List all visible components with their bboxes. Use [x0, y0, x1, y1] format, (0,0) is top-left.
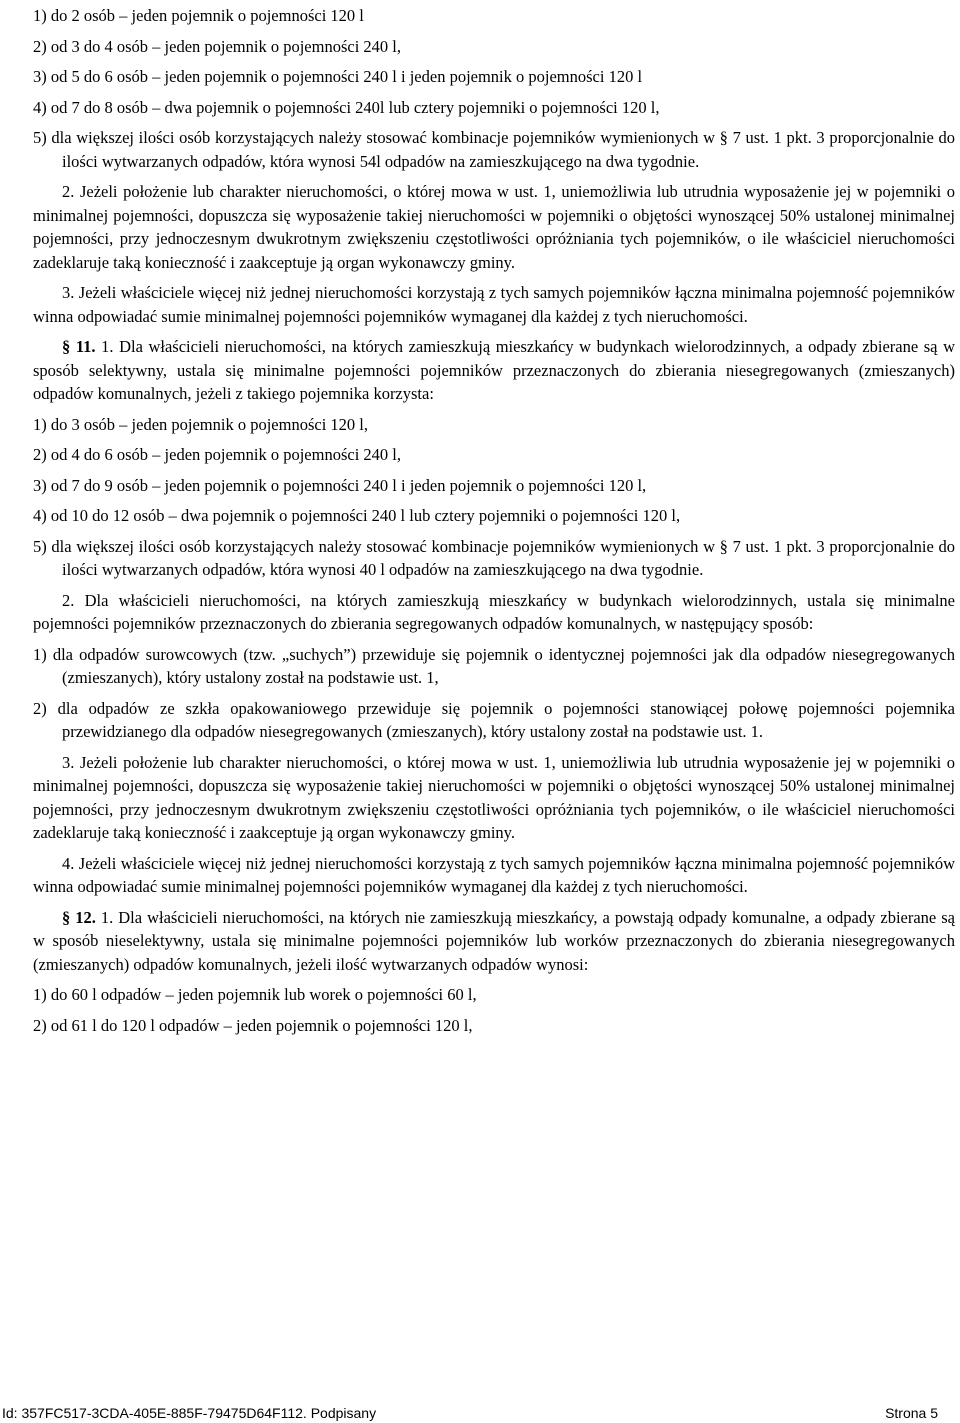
section-12-text: 1. Dla właścicieli nieruchomości, na których nie zamieszkują mieszkańcy, a powstają odpady komunalne, a odpady zbierane są w sposób nieselektywny, ustala się minimalne pojemności pojemników lub worków przeznaczonych do zbierania niesegregowanych (zmieszanych) odpadów komunalnych, jeżeli ilość wytwarzanych odpadów wynosi: — [33, 907, 955, 974]
section-11-paragraph — [33, 335, 955, 406]
paragraph: 4. Jeżeli właściciele więcej niż jednej nieruchomości korzystają z tych samych pojemników łączna minimalna pojemność pojemników winna odpowiadać sumie minimalnej pojemności pojemników wymaganej dla każdej z tych nieruchomości. — [33, 853, 955, 896]
section-12-label: § 12. — [62, 907, 96, 927]
list-item: 4) od 7 do 8 osób – dwa pojemnik o pojemności 240l lub cztery pojemniki o pojemności 120 l, — [33, 97, 660, 117]
list-item: 1) do 3 osób – jeden pojemnik o pojemności 120 l, — [33, 414, 369, 434]
section-12-paragraph — [33, 906, 955, 977]
document-body — [33, 4, 955, 1044]
list-item: 5) dla większej ilości osób korzystających należy stosować kombinacje pojemników wymienionych w § 7 ust. 1 pkt. 3 proporcjonalnie do ilości wytwarzanych odpadów, która wynosi 54l odpadów na zamieszkującego na dwa tygodnie. — [33, 128, 955, 171]
list-item: 3) od 7 do 9 osób – jeden pojemnik o pojemności 240 l i jeden pojemnik o pojemności 120 l, — [33, 475, 647, 495]
page-number: Strona 5 — [885, 1405, 938, 1421]
list-item: 3) od 5 do 6 osób – jeden pojemnik o pojemności 240 l i jeden pojemnik o pojemności 120 l — [33, 67, 643, 86]
list-item: 1) dla odpadów surowcowych (tzw. „suchych”) przewiduje się pojemnik o identycznej pojemności jak dla odpadów niesegregowanych (zmieszanych), który ustalony został na podstawie ust. 1, — [33, 644, 955, 687]
paragraph: 3. Jeżeli właściciele więcej niż jednej nieruchomości korzystają z tych samych pojemników łączna minimalna pojemność pojemników winna odpowiadać sumie minimalnej pojemności pojemników wymaganej dla każdej z tych nieruchomości. — [33, 283, 955, 326]
list-item: 4) od 10 do 12 osób – dwa pojemnik o pojemności 240 l lub cztery pojemniki o pojemności 120 l, — [33, 506, 681, 525]
document-id: Id: 357FC517-3CDA-405E-885F-79475D64F112. Podpisany — [2, 1405, 377, 1421]
list-item: 2) od 3 do 4 osób – jeden pojemnik o pojemności 240 l, — [33, 36, 402, 56]
paragraph: 2. Jeżeli położenie lub charakter nieruchomości, o której mowa w ust. 1, uniemożliwia lub utrudnia wyposażenie jej w pojemniki o minimalnej pojemności, dopuszcza się wyposażenie takiej nieruchomości w pojemniki o objętości wynoszącej 50% ustalonej minimalnej pojemności, przy jednoczesnym dwukrotnym zwiększeniu częstotliwości opróżniania tych pojemników, o ile właściciel nieruchomości zadeklaruje taką konieczność i zaakceptuje ją organ wykonawczy gminy. — [33, 182, 955, 272]
list-item: 2) od 4 do 6 osób – jeden pojemnik o pojemności 240 l, — [33, 445, 402, 464]
list-item: 1) do 60 l odpadów – jeden pojemnik lub worek o pojemności 60 l, — [33, 985, 477, 1004]
section-11-label: § 11. — [62, 337, 96, 356]
list-item: 5) dla większej ilości osób korzystających należy stosować kombinacje pojemników wymienionych w § 7 ust. 1 pkt. 3 proporcjonalnie do ilości wytwarzanych odpadów, która wynosi 40 l odpadów na zamieszkującego na dwa tygodnie. — [33, 536, 955, 579]
section-11-text: 1. Dla właścicieli nieruchomości, na których zamieszkują mieszkańcy w budynkach wielorodzinnych, a odpady zbierane są w sposób selektywny, ustala się minimalne pojemności pojemników przeznaczonych do zbierania niesegregowanych (zmieszanych) odpadów komunalnych, jeżeli z takiego pojemnika korzysta: — [33, 337, 955, 403]
paragraph: 3. Jeżeli położenie lub charakter nieruchomości, o której mowa w ust. 1, uniemożliwia lub utrudnia wyposażenie jej w pojemniki o minimalnej pojemności, dopuszcza się wyposażenie takiej nieruchomości w pojemniki o objętości wynoszącej 50% ustalonej minimalnej pojemności, przy jednoczesnym dwukrotnym zwiększeniu częstotliwości opróżniania tych pojemników, o ile właściciel nieruchomości zadeklaruje taką konieczność i zaakceptuje ją organ wykonawczy gminy. — [33, 752, 955, 842]
list-item: 1) do 2 osób – jeden pojemnik o pojemności 120 l — [33, 6, 364, 25]
list-item: 2) od 61 l do 120 l odpadów – jeden pojemnik o pojemności 120 l, — [33, 1015, 473, 1035]
list-item: 2) dla odpadów ze szkła opakowaniowego przewiduje się pojemnik o pojemności stanowiącej połowę pojemności pojemnika przewidzianego dla odpadów niesegregowanych (zmieszanych), który ustalony został na podstawie ust. 1. — [33, 698, 955, 741]
paragraph: 2. Dla właścicieli nieruchomości, na których zamieszkują mieszkańcy w budynkach wielorodzinnych, ustala się minimalne pojemności pojemników przeznaczonych do zbierania segregowanych odpadów komunalnych, w następujący sposób: — [33, 590, 955, 633]
